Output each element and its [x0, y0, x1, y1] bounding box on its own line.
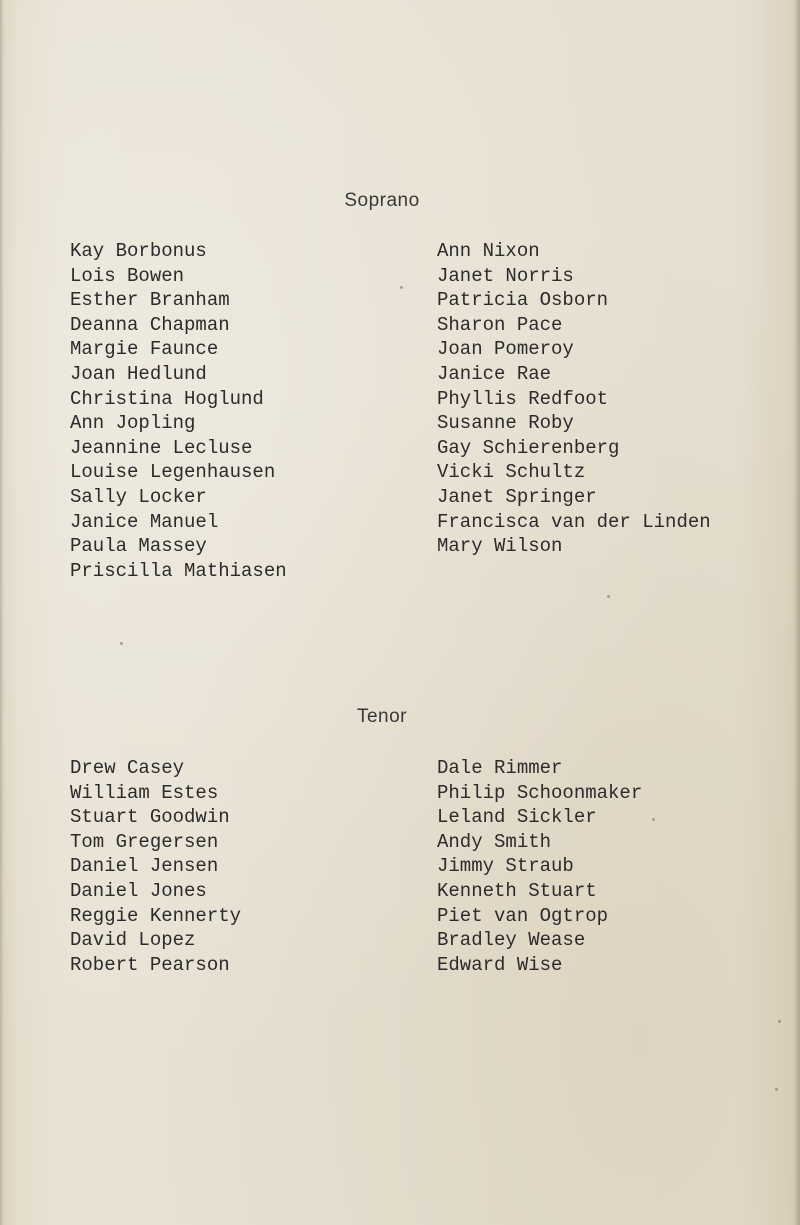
soprano-name: Ann Jopling: [70, 412, 196, 435]
paper-edge-right: [794, 0, 800, 1225]
tenor-name: William Estes: [70, 781, 219, 804]
tenor-name: Kenneth Stuart: [437, 879, 597, 902]
tenor-name: Tom Gregersen: [70, 830, 219, 853]
soprano-name: Janice Manuel: [70, 510, 219, 533]
soprano-name: Janet Norris: [437, 264, 574, 287]
tenor-heading: Tenor: [356, 706, 408, 727]
soprano-name: Kay Borbonus: [70, 240, 207, 262]
soprano-name: Patricia Osborn: [437, 289, 609, 312]
soprano-name: Lois Bowen: [70, 264, 185, 287]
tenor-name: Dale Rimmer: [437, 757, 563, 779]
tenor-name: Daniel Jones: [70, 879, 207, 902]
soprano-name: Joan Pomeroy: [437, 338, 574, 361]
soprano-name: Paula Massey: [70, 535, 207, 558]
tenor-name: Bradley Wease: [437, 929, 586, 952]
paper-speck: [778, 1020, 781, 1023]
tenor-name: Daniel Jensen: [70, 855, 219, 878]
tenor-list-right: [437, 756, 642, 977]
soprano-name: Janet Springer: [437, 485, 597, 508]
tenor-name: David Lopez: [70, 929, 196, 952]
tenor-name: Jimmy Straub: [437, 855, 574, 878]
soprano-name: Vicki Schultz: [437, 461, 586, 484]
tenor-name: Robert Pearson: [70, 953, 230, 976]
paper-speck: [120, 642, 123, 645]
tenor-name: Edward Wise: [437, 953, 563, 976]
tenor-name: Piet van Ogtrop: [437, 904, 609, 927]
tenor-list-left: [70, 756, 241, 977]
soprano-name: Christina Hoglund: [70, 387, 264, 410]
soprano-name: Priscilla Mathiasen: [70, 559, 287, 582]
tenor-name: Drew Casey: [70, 757, 185, 779]
soprano-name: Ann Nixon: [437, 240, 540, 262]
soprano-name: Joan Hedlund: [70, 362, 207, 385]
paper-edge-left: [0, 0, 4, 1225]
soprano-heading: Soprano: [344, 190, 420, 211]
soprano-list-right: [437, 239, 711, 559]
soprano-name: Sally Locker: [70, 485, 207, 508]
soprano-name: Mary Wilson: [437, 535, 563, 558]
paper-speck: [607, 595, 610, 598]
soprano-name: Esther Branham: [70, 289, 230, 312]
tenor-name: Reggie Kennerty: [70, 904, 242, 927]
paper-speck: [400, 286, 403, 289]
soprano-name: Phyllis Redfoot: [437, 387, 609, 410]
soprano-name: Margie Faunce: [70, 338, 219, 361]
paper-speck: [775, 1088, 778, 1091]
soprano-name: Deanna Chapman: [70, 313, 230, 336]
tenor-name: Stuart Goodwin: [70, 806, 230, 829]
soprano-name: Louise Legenhausen: [70, 461, 276, 484]
soprano-name: Susanne Roby: [437, 412, 574, 435]
paper-speck: [652, 818, 655, 821]
soprano-name: Francisca van der Linden: [437, 510, 711, 533]
soprano-list-left: [70, 239, 287, 583]
tenor-name: Philip Schoonmaker: [437, 781, 643, 804]
soprano-name: Janice Rae: [437, 362, 552, 385]
tenor-name: Leland Sickler: [437, 806, 597, 829]
soprano-name: Jeannine Lecluse: [70, 436, 253, 459]
tenor-name: Andy Smith: [437, 830, 552, 853]
soprano-name: Gay Schierenberg: [437, 436, 620, 459]
soprano-name: Sharon Pace: [437, 313, 563, 336]
